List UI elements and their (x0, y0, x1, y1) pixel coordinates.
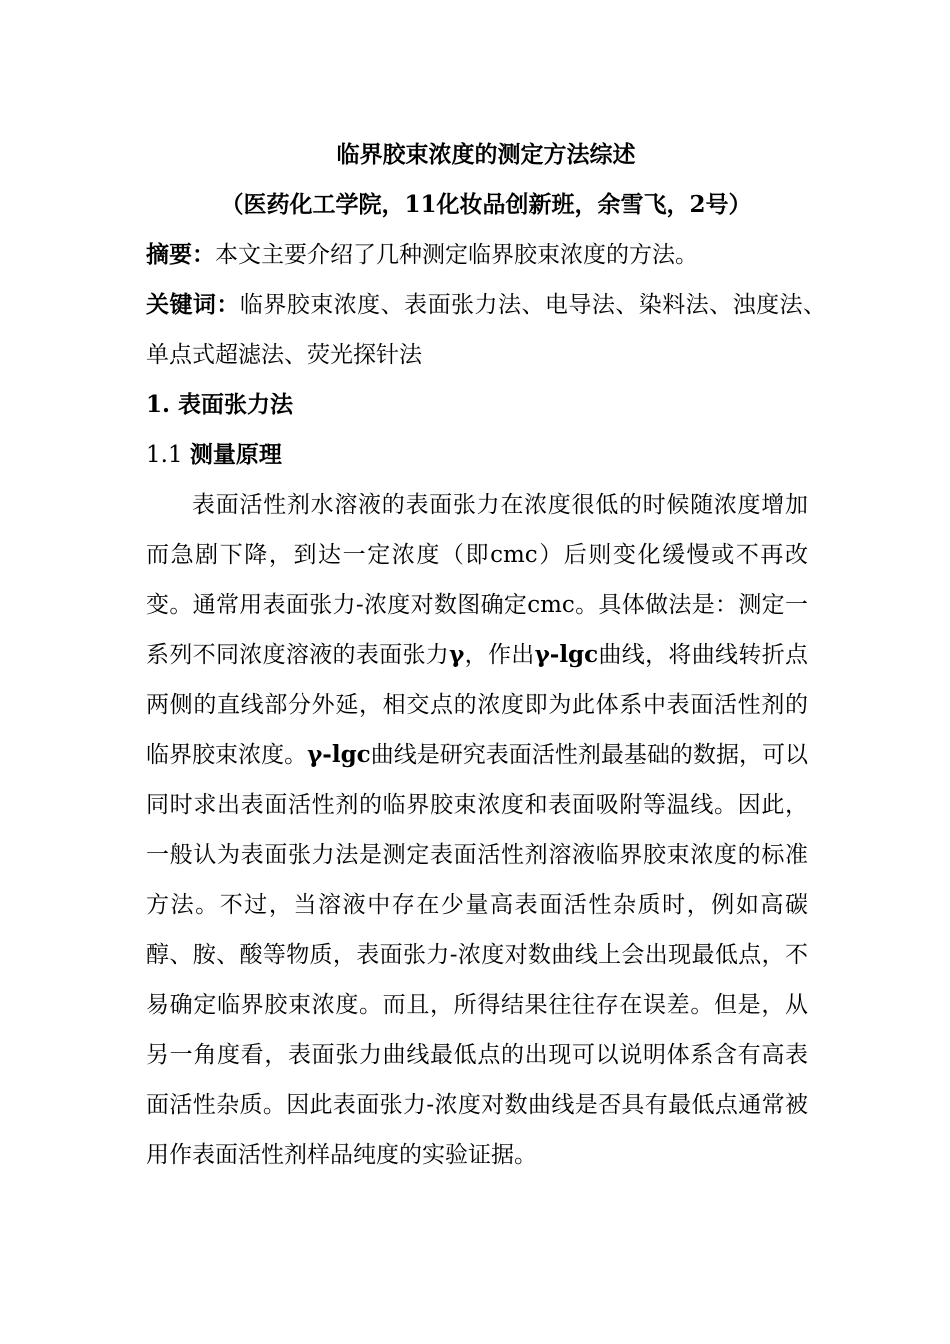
keywords-text: 临界胶束浓度、表面张力法、电导法、染料法、浊度法、单点式超滤法、荧光探针法 (146, 292, 827, 368)
abstract-text: 本文主要介绍了几种测定临界胶束浓度的方法。 (215, 242, 698, 268)
author-affiliation: （医药化工学院，11化妆品创新班，余雪飞，2号） (220, 191, 752, 218)
abstract (146, 230, 826, 280)
subsection-number: 1.1 (146, 442, 190, 468)
keywords-label: 关键词： (146, 291, 240, 318)
keywords (146, 280, 826, 380)
abstract-label: 摘要： (146, 241, 215, 268)
section-heading: 1. 表面张力法 (146, 391, 294, 418)
gamma-lgc-term-2: γ-lgc (307, 741, 371, 768)
document-page (146, 130, 826, 1180)
para-text-3: 曲线，将曲线转折点两侧的直线部分外延，相交点的浓度即为此体系中表面活性剂的临界胶束浓度。 (146, 642, 809, 768)
document-title: 临界胶束浓度的测定方法综述 (336, 141, 636, 168)
para-text-2: ，作出 (464, 642, 535, 668)
para-text-4: 曲线是研究表面活性剂最基础的数据，可以同时求出表面活性剂的临界胶束浓度和表面吸附等温线。因此，一般认为表面张力法是测定表面活性剂溶液临界胶束浓度的标准方法。不过，当溶液中存在少量高表面活性杂质时，例如高碳醇、胺、酸等物质，表面张力-浓度对数曲线上会出现最低点，不易确定临界胶束浓度。而且，所得结果往往存在误差。但是，从另一角度看，表面张力曲线最低点的出现可以说明体系含有高表面活性杂质。因此表面张力-浓度对数曲线是否具有最低点通常被用作表面活性剂样品纯度的实验证据。 (146, 742, 809, 1168)
para-text-1: 表面活性剂水溶液的表面张力在浓度很低的时候随浓度增加而急剧下降，到达一定浓度（即cmc）后则变化缓慢或不再改变。通常用表面张力-浓度对数图确定cmc。具体做法是：测定一系列不同浓度溶液的表面张力 (146, 492, 808, 668)
gamma-lgc-term-1: γ-lgc (534, 641, 599, 668)
body-paragraph (146, 480, 808, 1180)
subsection-title: 测量原理 (189, 441, 282, 468)
subsection-heading (146, 430, 826, 480)
gamma-symbol: γ (449, 641, 465, 668)
